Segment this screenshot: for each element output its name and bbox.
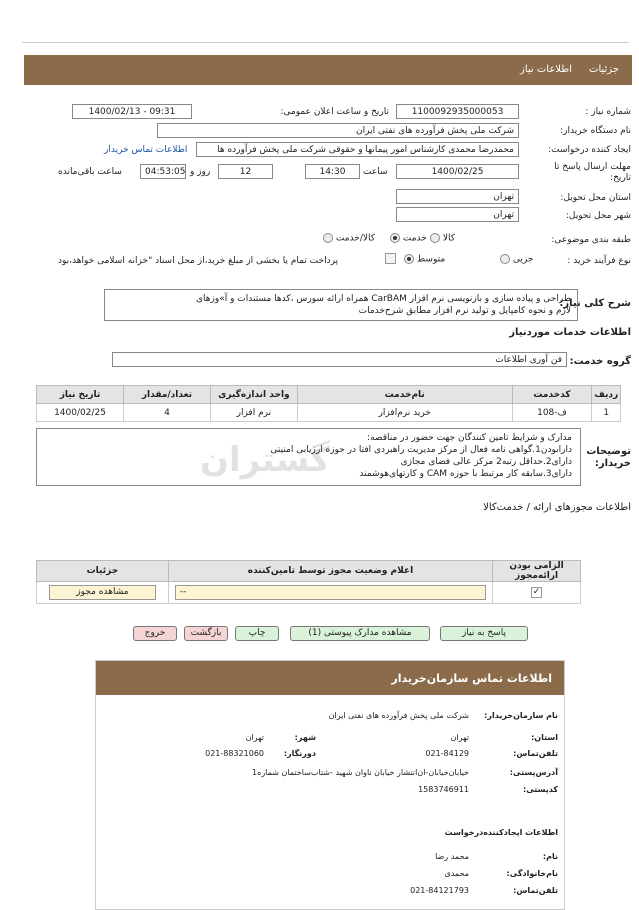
remaining-label: ساعت باقی‌مانده [58,167,122,177]
payment-note: پرداخت تمام یا بخشی از مبلغ خرید،از محل اسناد "خزانه اسلامی خواهد،بود [58,256,339,266]
days-label: روز و [190,167,211,177]
deadline-date-field: 1400/02/25 [396,164,519,179]
city-label: شهر محل تحویل: [565,211,631,221]
cell-row: 1 [592,404,621,422]
fax-value: 021-88321060 [205,749,264,758]
proc-medium-label: متوسط [416,254,446,265]
col-name: نام‌خدمت [297,386,512,404]
deadline-time-field: 14:30 [305,164,360,179]
back-button[interactable]: بازگشت [184,626,228,641]
contact-city-label: شهر: [294,733,316,742]
description-line2: لازم و نحوه کامپایل و تولید نرم افزار مطابق شرح‌خدمات [358,306,571,316]
province-label: استان محل تحویل: [560,193,631,203]
top-divider [22,42,629,43]
required-checkbox[interactable]: ✓ [532,587,541,597]
payment-checkbox[interactable] [385,253,396,264]
attachments-button[interactable]: مشاهده مدارک پیوستی (1) [290,626,430,641]
contact-panel-header [96,661,564,695]
contact-title: اطلاعات تماس سازمان‌خریدار [391,672,552,685]
creator-info-title: اطلاعات ایجادکننده‌درخواست [444,828,558,837]
lname-label: نام‌خانوادگی: [506,869,558,878]
province-field: تهران [396,189,519,204]
city-field: تهران [396,207,519,222]
category-options [430,233,455,244]
creator-phone-value: 021-84121793 [410,886,469,895]
table-row [37,404,621,422]
category-label: طبقه بندی موضوعی: [551,235,631,245]
org-value: شرکت ملی پخش فرآورده های نفتی ایران [328,711,469,720]
print-button[interactable]: چاپ [235,626,279,641]
cat-goods-service-label: کالا/خدمت [335,233,376,244]
fax-label: دورنگار: [283,749,316,758]
cat-service-radio[interactable] [390,233,400,243]
notes-box [36,428,581,486]
creator-label: ایجاد کننده درخواست: [548,145,631,155]
buyer-label: نام دستگاه خریدار: [560,126,631,136]
days-field: 12 [218,164,273,179]
watermark: گستران [200,440,331,480]
org-label: نام سازمان‌خریدار: [484,711,558,720]
cat-goods-radio[interactable] [430,233,440,243]
service-group-label: گروه خدمت: [569,356,631,367]
description-line1: طراحی و پیاده سازی و بازنویسی نرم افزار CarBAM همراه ارائه سورس ،کدها مستندات و آ»وزهای [195,294,571,304]
cat-goods-service-radio[interactable] [323,233,333,243]
page-header [24,55,632,85]
cell-date: 1400/02/25 [37,404,124,422]
proc-partial-radio[interactable] [500,254,510,264]
service-group-field: فن آوری اطلاعات [112,352,567,367]
announce-field: 1400/02/13 - 09:31 [72,104,192,119]
services-table [36,385,621,422]
permits-title: اطلاعات مجوزهای ارائه / خدمت‌کالا [483,502,631,513]
col-status: اعلام وضعیت مجوز توسط تامین‌کننده [168,561,492,582]
col-row: ردیف [592,386,621,404]
reply-button[interactable]: پاسخ به نیاز [440,626,528,641]
details-link[interactable]: جزئیات [589,64,619,75]
buyer-contact-link[interactable]: اطلاعات تماس خریدار [104,145,188,155]
creator-phone-label: تلفن‌تماس: [513,886,558,895]
fname-label: نام: [542,852,558,861]
contact-city-value: تهران [245,733,264,742]
phone-value: 021-84129 [425,749,469,758]
deadline-label: مهلت ارسال پاسخ تا تاریخ: [554,162,631,183]
need-info-link[interactable]: اطلاعات نیاز [520,64,572,75]
col-date: تاریخ نیاز [37,386,124,404]
contact-panel [95,660,565,910]
remaining-field: 04:53:05 [140,164,186,179]
permits-table-header [37,561,581,582]
creator-field: محمدرضا محمدی کارشناس امور پیمانها و حقوقی شرکت ملی پخش فرآورده ها [196,142,519,157]
fname-value: محمد رضا [435,852,469,861]
col-required: الزامی بودن ارائه‌مجوز [493,561,581,582]
col-details: جزئیات [37,561,169,582]
postal-label: کدپستی: [523,785,558,794]
col-qty: تعداد/مقدار [124,386,211,404]
services-title: اطلاعات خدمات موردنیاز [509,327,631,338]
exit-button[interactable]: خروج [133,626,177,641]
cat-goods-label: کالا [442,233,456,244]
address-label: آدرس‌پستی: [509,768,558,777]
col-code: کدخدمت [512,386,592,404]
need-number-field: 1100092935000053 [396,104,519,119]
contact-province-label: استان: [531,733,558,742]
lname-value: محمدی [444,869,469,878]
cell-details [37,582,169,604]
notes-line4: دارای3.سابقه کار مرتبط با حوزه CAM و کارتهای‌هوشمند [359,469,572,479]
cell-qty: 4 [124,404,211,422]
postal-value: 1583746911 [418,785,469,794]
proc-partial [500,254,533,265]
process-label: نوع فرآیند خرید : [567,256,631,266]
buyer-field: شرکت ملی پخش فرآورده های نفتی ایران [157,123,519,138]
notes-line1: مدارک و شرایط تامین کنندگان جهت حضور در مناقصه: [367,433,572,443]
services-table-header [37,386,621,404]
permit-status-field[interactable]: -- [175,585,486,600]
view-permit-button[interactable]: مشاهده مجوز [49,585,156,600]
proc-medium-radio[interactable] [404,254,414,264]
description-label: شرح کلی نیاز: [559,298,631,309]
time-label: ساعت [363,167,388,177]
category-service [390,233,427,244]
proc-medium [404,254,445,265]
table-row [37,582,581,604]
description-box [104,289,578,321]
announce-label: تاریخ و ساعت اعلان عمومی: [280,107,389,117]
col-unit: واحد اندازه‌گیری [210,386,297,404]
cell-unit: نرم افزار [210,404,297,422]
cell-name: خرید نرم‌افزار [297,404,512,422]
notes-line2: دارابودن1.گواهی نامه فعال از مرکز مدیریت راهبردی افتا در حوزه ارزیابی امنیتی [270,445,572,455]
permits-table [36,560,581,604]
cell-status [168,582,492,604]
notes-line3: دارای2.حداقل رتبه2 مرکز عالی فضای مجازی [400,457,572,467]
notes-label: توضیحات خریدار: [586,446,631,469]
cat-service-label: خدمت [402,233,427,244]
proc-partial-label: جزیی [512,254,534,265]
cell-code: ف-108 [512,404,592,422]
need-number-label: شماره نیاز : [585,107,631,117]
contact-province-value: تهران [450,733,469,742]
cell-required [493,582,581,604]
category-goods-service [323,233,375,244]
phone-label: تلفن‌تماس: [513,749,558,758]
address-value: خیابان‌خیابان‌-ان‌انتشار خیابان ناوان شهید -شتاب‌ساختمان شماره1 [252,768,469,777]
